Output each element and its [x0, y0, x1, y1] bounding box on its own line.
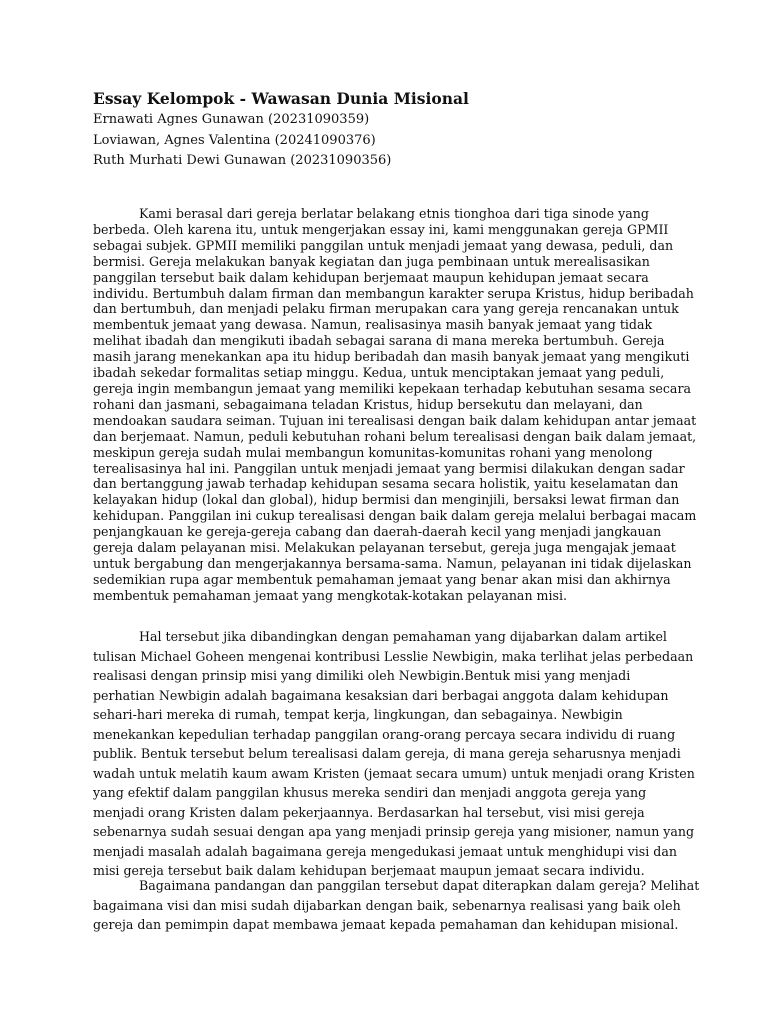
- text-line: dan berjemaat. Namun, peduli kebutuhan rohani belum terealisasi dengan baik dalam jemaat,: [93, 428, 697, 444]
- text-line: menjadi orang Kristen dalam pekerjaannya. Berdasarkan hal tersebut, visi misi gereja: [93, 804, 645, 820]
- author-line: Ruth Murhati Dewi Gunawan (20231090356): [93, 153, 392, 168]
- text-line: Bagaimana pandangan dan panggilan tersebut dapat diterapkan dalam gereja? Melihat: [139, 878, 700, 893]
- author-line: Ernawati Agnes Gunawan (20231090359): [93, 112, 370, 127]
- text-line: bermisi. Gereja melakukan banyak kegiatan dan juga pembinaan untuk merealisasikan: [93, 253, 650, 269]
- text-line: dan bertanggung jawab terhadap kehidupan sesama secara holistik, yaitu keselamatan dan: [93, 476, 679, 492]
- text-line: gereja dalam pelayanan misi. Melakukan pelayanan tersebut, gereja juga mengajak jemaat: [93, 540, 676, 556]
- text-line: yang efektif dalam panggilan khusus mereka sendiri dan menjadi anggota gereja yang: [93, 785, 647, 800]
- text-line: melihat ibadah dan mengikuti ibadah sebagai sarana di mana mereka bertumbuh. Gereja: [93, 333, 665, 349]
- text-line: wadah untuk melatih kaum awam Kristen (jemaat secara umum) untuk menjadi orang Kristen: [93, 765, 695, 781]
- text-line: ibadah sekedar formalitas setiap minggu. Kedua, untuk menciptakan jemaat yang peduli,: [93, 365, 665, 381]
- paragraph-1: [93, 206, 697, 604]
- text-line: membentuk jemaat yang dewasa. Namun, realisasinya masih banyak jemaat yang tidak: [93, 317, 653, 333]
- text-line: sebenarnya sudah sesuai dengan apa yang menjadi prinsip gereja yang misioner, namun yang: [93, 824, 695, 839]
- text-line: realisasi dengan prinsip misi yang dimiliki oleh Newbigin.Bentuk misi yang menjadi: [93, 668, 631, 683]
- document-title: Essay Kelompok - Wawasan Dunia Misional: [93, 89, 469, 108]
- text-line: Hal tersebut jika dibandingkan dengan pemahaman yang dijabarkan dalam artikel: [139, 629, 667, 644]
- text-line: berbeda. Oleh karena itu, untuk mengerjakan essay ini, kami menggunakan gereja GPMII: [93, 221, 669, 237]
- text-line: rohani dan jasmani, sebagaimana teladan Kristus, hidup bersekutu dan melayani, dan: [93, 396, 643, 412]
- text-line: sehari-hari mereka di rumah, tempat kerja, lingkungan, dan sebagainya. Newbigin: [93, 707, 623, 722]
- text-line: terealisasinya hal ini. Panggilan untuk menjadi jemaat yang bermisi dilakukan dengan sadar: [93, 460, 685, 476]
- text-line: tulisan Michael Goheen mengenai kontribusi Lesslie Newbigin, maka terlihat jelas perbedaan: [93, 648, 694, 664]
- text-line: panggilan tersebut baik dalam kehidupan berjemaat maupun kehidupan jemaat secara: [93, 269, 649, 285]
- text-line: kehidupan. Panggilan ini cukup terealisasi dengan baik dalam gereja melalui berbagai macam: [93, 508, 697, 524]
- text-line: Kami berasal dari gereja berlatar belakang etnis tionghoa dari tiga sinode yang: [139, 206, 649, 221]
- text-line: penjangkauan ke gereja-gereja cabang dan daerah-daerah kecil yang menjadi jangkauan: [93, 524, 662, 540]
- text-line: menekankan kepedulian terhadap panggilan orang-orang percaya secara individu di ruang: [93, 726, 676, 742]
- text-line: mendoakan saudara seiman. Tujuan ini terealisasi dengan baik dalam kehidupan antar jemaat: [93, 412, 697, 428]
- text-line: gereja ingin membangun jemaat yang memiliki kepekaan terhadap kebutuhan sesama secara: [93, 380, 691, 396]
- text-line: perhatian Newbigin adalah bagaimana kesaksian dari berbagai anggota dalam kehidupan: [93, 687, 669, 703]
- text-line: bagaimana visi dan misi sudah dijabarkan dengan baik, sebenarnya realisasi yang baik oleh: [93, 897, 681, 913]
- text-line: misi gereja tersebut baik dalam kehidupan berjemaat maupun jemaat secara individu.: [93, 863, 645, 878]
- author-line: Loviawan, Agnes Valentina (20241090376): [93, 132, 376, 148]
- text-line: individu. Bertumbuh dalam firman dan membangun karakter serupa Kristus, hidup beribadah: [93, 285, 694, 301]
- document-header: [93, 88, 683, 172]
- text-line: sebagai subjek. GPMII memiliki panggilan untuk menjadi jemaat yang dewasa, peduli, dan: [93, 237, 674, 253]
- text-line: menjadi masalah adalah bagaimana gereja mengedukasi jemaat untuk menghidupi visi dan: [93, 843, 677, 859]
- text-line: masih jarang menekankan apa itu hidup beribadah dan masih banyak jemaat yang mengikuti: [93, 349, 690, 365]
- text-line: gereja dan pemimpin dapat membawa jemaat kepada pemahaman dan kehidupan misional.: [93, 917, 679, 932]
- text-line: untuk bergabung dan mengerjakannya bersama-sama. Namun, pelayanan ini tidak dijelaskan: [93, 555, 692, 571]
- text-line: publik. Bentuk tersebut belum terealisasi dalam gereja, di mana gereja seharusnya menjadi: [93, 746, 681, 761]
- text-line: kelayakan hidup (lokal dan global), hidup bermisi dan menginjili, bersaksi lewat firman dan: [93, 492, 680, 508]
- paragraph-2: [93, 627, 695, 881]
- text-line: meskipun gereja sudah mulai membangun komunitas-komunitas rohani yang menolong: [93, 444, 653, 460]
- paragraph-3: [93, 876, 700, 935]
- text-line: membentuk pemahaman jemaat yang mengkotak-kotakan pelayanan misi.: [93, 587, 568, 603]
- text-line: sedemikian rupa agar membentuk pemahaman jemaat yang benar akan misi dan akhirnya: [93, 571, 671, 587]
- text-line: dan bertumbuh, dan menjadi pelaku firman merupakan cara yang gereja rencanakan untuk: [93, 301, 679, 317]
